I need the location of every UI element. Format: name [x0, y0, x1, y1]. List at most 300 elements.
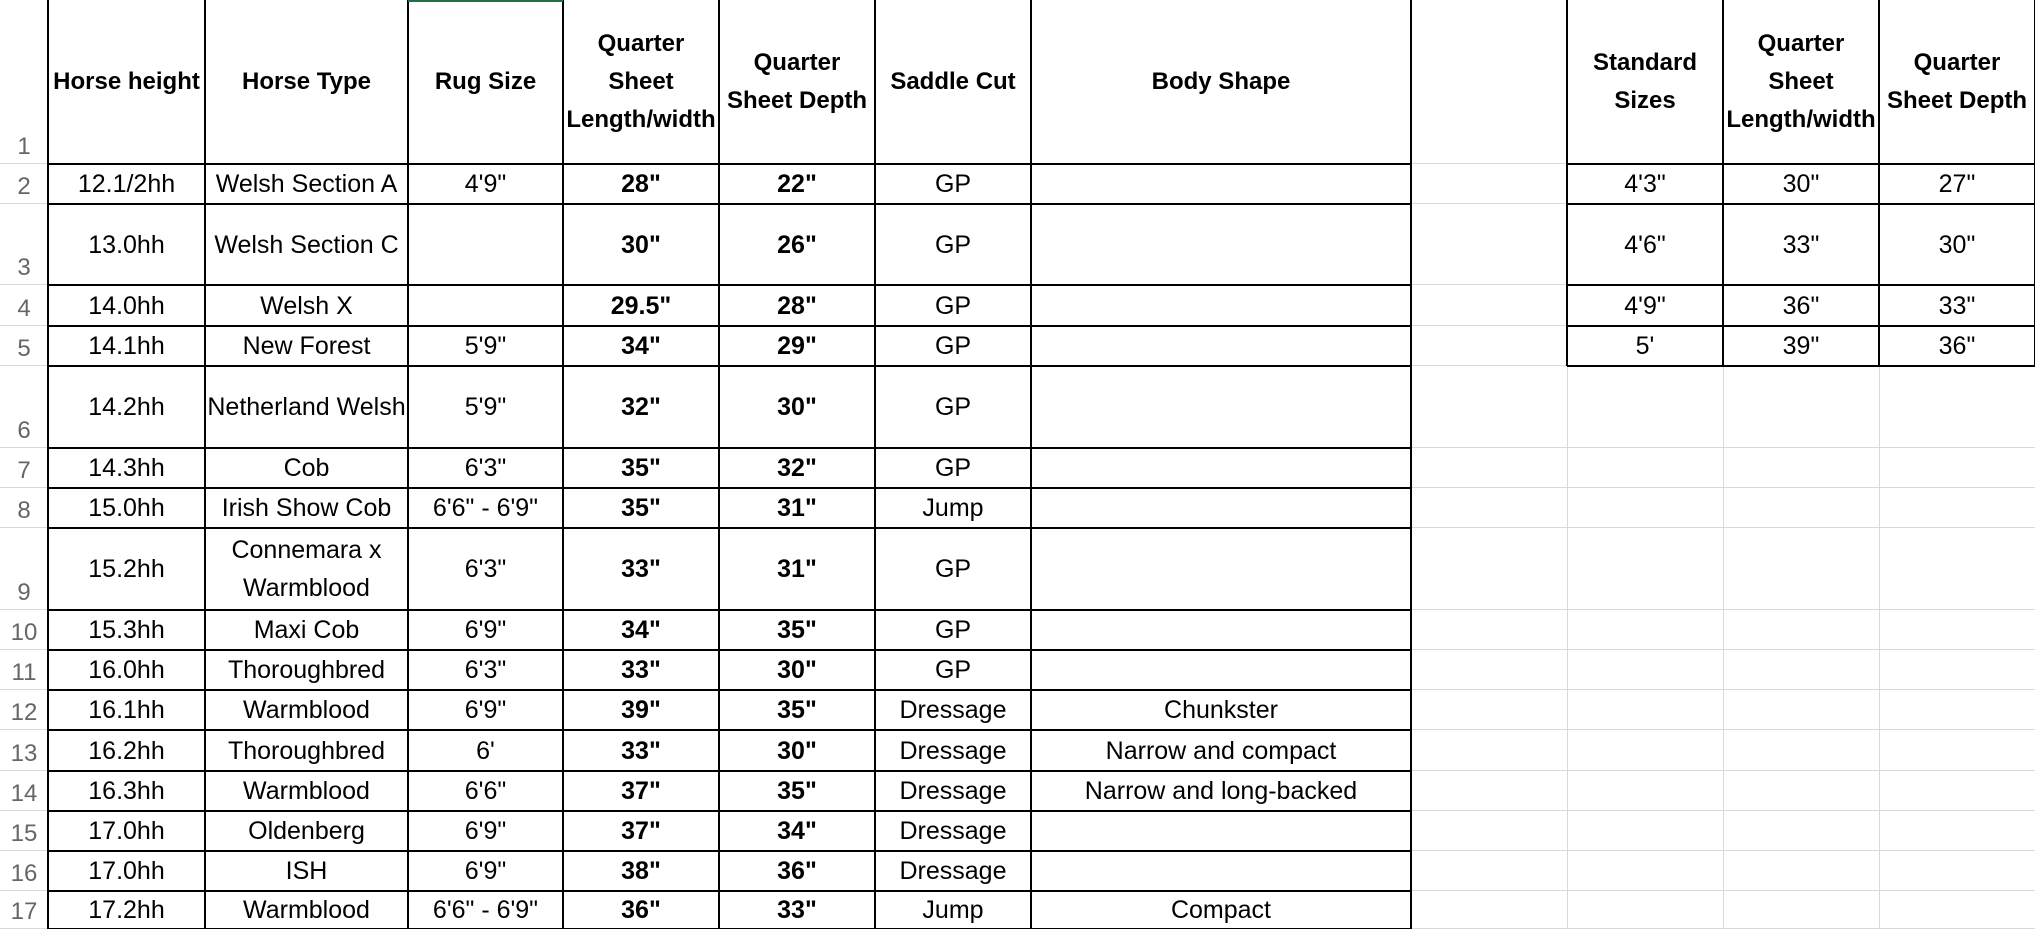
cell-quarter-sheet-length[interactable]: [563, 730, 719, 771]
cell-horse-type-text: Netherland Welsh: [207, 393, 406, 421]
cell-horse-height-text: 14.3hh: [88, 454, 165, 482]
cell-saddle-cut-text: GP: [934, 230, 972, 259]
cell-std-quarter-sheet-length[interactable]: [1723, 285, 1879, 326]
table-border-vertical: [1030, 0, 1032, 929]
cell-std-quarter-sheet-length[interactable]: [1723, 204, 1879, 285]
cell-rug-size-text: 5'9": [464, 393, 507, 421]
row-number[interactable]: 17: [10, 898, 38, 925]
cell-horse-type[interactable]: [205, 891, 408, 929]
header-rug-size-text: Rug Size: [434, 68, 537, 95]
cell-saddle-cut[interactable]: [875, 164, 1031, 204]
table-border-horizontal: [48, 850, 1411, 852]
cell-rug-size[interactable]: [408, 851, 563, 891]
cell-saddle-cut-text: Jump: [922, 896, 984, 924]
cell-saddle-cut[interactable]: [875, 448, 1031, 488]
cell-body-shape[interactable]: [1031, 811, 1411, 851]
cell-quarter-sheet-length[interactable]: [563, 811, 719, 851]
std-table-border-horizontal: [1567, 284, 2035, 286]
cell-horse-type-text: Welsh Section A: [215, 170, 398, 198]
cell-saddle-cut-text: GP: [934, 616, 972, 644]
cell-saddle-cut[interactable]: [875, 366, 1031, 448]
cell-rug-size[interactable]: [408, 488, 563, 528]
cell-quarter-sheet-depth[interactable]: [719, 164, 875, 204]
cell-std-quarter-sheet-depth-text: 27": [1938, 170, 1976, 198]
row-number[interactable]: 11: [11, 659, 37, 686]
cell-rug-size[interactable]: [408, 204, 563, 285]
cell-horse-height[interactable]: [48, 811, 205, 851]
cell-horse-height-text: 17.2hh: [88, 896, 165, 924]
header-rug-size[interactable]: [408, 0, 563, 164]
cell-body-shape[interactable]: [1031, 610, 1411, 650]
row-number[interactable]: 4: [17, 295, 31, 322]
row-number[interactable]: 7: [17, 457, 31, 484]
header-std-quarter-sheet-length[interactable]: [1723, 0, 1879, 164]
cell-horse-type-text: Warmblood: [243, 696, 370, 724]
cell-quarter-sheet-depth-text: 31": [777, 555, 817, 583]
table-border-vertical: [562, 0, 564, 929]
cell-rug-size-text: 6'9": [464, 857, 507, 885]
cell-quarter-sheet-depth-text: 34": [777, 817, 817, 845]
cell-body-shape[interactable]: [1031, 488, 1411, 528]
cell-quarter-sheet-length[interactable]: [563, 164, 719, 204]
cell-quarter-sheet-length[interactable]: [563, 690, 719, 730]
cell-rug-size-text: 6'3": [464, 555, 507, 583]
cell-quarter-sheet-depth[interactable]: [719, 851, 875, 891]
cell-standard-size-text: 4'3": [1624, 170, 1666, 198]
std-table-border-vertical: [1878, 0, 1880, 366]
header-body-shape-text: Body Shape: [1151, 68, 1291, 95]
cell-quarter-sheet-depth-text: 35": [777, 616, 817, 644]
cell-horse-type-text: Warmblood: [243, 896, 370, 924]
cell-horse-type-text: New Forest: [242, 332, 371, 360]
row-number[interactable]: 6: [17, 417, 31, 444]
cell-quarter-sheet-length[interactable]: [563, 326, 719, 366]
cell-quarter-sheet-depth[interactable]: [719, 204, 875, 285]
cell-body-shape[interactable]: [1031, 366, 1411, 448]
cell-quarter-sheet-length-text: 37": [621, 777, 661, 805]
cell-rug-size-text: 6'9": [464, 616, 507, 644]
cell-quarter-sheet-depth-text: 33": [777, 896, 817, 924]
cell-quarter-sheet-length-text: 34": [621, 332, 661, 360]
cell-horse-type[interactable]: [205, 690, 408, 730]
table-border-vertical: [407, 0, 409, 929]
cell-horse-height-text: 16.1hh: [88, 696, 165, 724]
table-border-vertical: [204, 0, 206, 929]
cell-body-shape[interactable]: [1031, 285, 1411, 326]
header-saddle-cut-text: Saddle Cut: [890, 68, 1016, 95]
table-border-vertical: [718, 0, 720, 929]
cell-horse-height[interactable]: [48, 771, 205, 811]
cell-quarter-sheet-length[interactable]: [563, 285, 719, 326]
header-std-quarter-sheet-depth-text: Quarter Sheet Depth: [1886, 49, 2027, 114]
row-number[interactable]: 8: [17, 497, 31, 524]
header-quarter-sheet-depth[interactable]: [719, 0, 875, 164]
cell-horse-height[interactable]: [48, 488, 205, 528]
cell-saddle-cut[interactable]: [875, 771, 1031, 811]
cell-saddle-cut[interactable]: [875, 528, 1031, 610]
cell-rug-size-text: 4'9": [464, 170, 507, 198]
cell-std-quarter-sheet-length-text: 39": [1782, 332, 1820, 360]
cell-rug-size[interactable]: [408, 891, 563, 929]
cell-rug-size-text: 6'9": [464, 817, 507, 845]
cell-quarter-sheet-depth-text: 31": [777, 494, 817, 522]
table-border-horizontal: [48, 527, 1411, 529]
cell-horse-height-text: 15.2hh: [88, 555, 165, 583]
cell-horse-height-text: 12.1/2hh: [77, 170, 176, 198]
cell-rug-size[interactable]: [408, 690, 563, 730]
table-border-vertical: [874, 0, 876, 929]
table-border-horizontal: [48, 487, 1411, 489]
cell-rug-size[interactable]: [408, 771, 563, 811]
cell-horse-type[interactable]: [205, 204, 408, 285]
table-border-horizontal: [48, 163, 1411, 165]
cell-quarter-sheet-length-text: 37": [621, 817, 661, 845]
cell-rug-size[interactable]: [408, 528, 563, 610]
cell-quarter-sheet-length-text: 32": [621, 393, 661, 421]
cell-horse-type[interactable]: [205, 488, 408, 528]
cell-saddle-cut-text: GP: [934, 170, 972, 198]
header-body-shape[interactable]: [1031, 0, 1411, 164]
cell-horse-type[interactable]: [205, 811, 408, 851]
cell-horse-height[interactable]: [48, 164, 205, 204]
cell-saddle-cut-text: GP: [934, 656, 972, 684]
cell-quarter-sheet-depth-text: 26": [777, 230, 817, 259]
table-border-vertical: [47, 0, 49, 929]
header-std-quarter-sheet-length-text: Quarter Sheet Length/width: [1726, 30, 1876, 133]
cell-quarter-sheet-length-text: 33": [621, 656, 661, 684]
cell-horse-height[interactable]: [48, 650, 205, 690]
cell-body-shape[interactable]: [1031, 771, 1411, 811]
table-border-horizontal: [48, 729, 1411, 731]
cell-quarter-sheet-depth[interactable]: [719, 528, 875, 610]
cell-horse-height-text: 16.3hh: [88, 777, 165, 805]
cell-quarter-sheet-depth[interactable]: [719, 326, 875, 366]
header-saddle-cut[interactable]: [875, 0, 1031, 164]
std-table-border-vertical: [1566, 0, 1568, 366]
table-border-horizontal: [48, 284, 1411, 286]
cell-quarter-sheet-depth[interactable]: [719, 690, 875, 730]
cell-quarter-sheet-depth[interactable]: [719, 448, 875, 488]
cell-quarter-sheet-length[interactable]: [563, 771, 719, 811]
cell-quarter-sheet-depth[interactable]: [719, 771, 875, 811]
cell-standard-size-text: 5': [1635, 332, 1655, 360]
table-border-vertical: [1410, 0, 1412, 929]
header-horse-type[interactable]: [205, 0, 408, 164]
cell-horse-type-text: Oldenberg: [248, 817, 365, 845]
cell-saddle-cut-text: GP: [934, 332, 972, 360]
table-border-horizontal: [48, 890, 1411, 892]
cell-horse-height-text: 14.2hh: [88, 393, 165, 421]
cell-rug-size[interactable]: [408, 730, 563, 771]
cell-horse-height-text: 14.0hh: [88, 291, 165, 320]
table-border-horizontal: [48, 203, 1411, 205]
cell-std-quarter-sheet-depth-text: 36": [1938, 332, 1976, 360]
cell-body-shape[interactable]: [1031, 690, 1411, 730]
cell-quarter-sheet-length-text: 33": [621, 555, 661, 583]
cell-rug-size[interactable]: [408, 610, 563, 650]
cell-rug-size-text: 6'6": [464, 777, 507, 805]
cell-rug-size[interactable]: [408, 164, 563, 204]
table-border-horizontal: [48, 325, 1411, 327]
cell-horse-type[interactable]: [205, 771, 408, 811]
cell-quarter-sheet-depth-text: 36": [777, 857, 817, 885]
cell-horse-height-text: 17.0hh: [88, 817, 165, 845]
cell-horse-type-text: Welsh Section C: [214, 230, 399, 259]
cell-saddle-cut-text: Jump: [922, 494, 984, 522]
cell-body-shape[interactable]: [1031, 164, 1411, 204]
cell-std-quarter-sheet-depth[interactable]: [1879, 285, 2035, 326]
cell-quarter-sheet-depth-text: 29": [777, 332, 817, 360]
cell-body-shape[interactable]: [1031, 204, 1411, 285]
row-number[interactable]: 5: [17, 335, 31, 362]
cell-saddle-cut[interactable]: [875, 730, 1031, 771]
cell-quarter-sheet-depth-text: 30": [777, 393, 817, 421]
cell-horse-height-text: 14.1hh: [88, 332, 165, 360]
cell-quarter-sheet-length-text: 39": [621, 696, 661, 724]
cell-quarter-sheet-length-text: 33": [621, 736, 661, 765]
cell-quarter-sheet-length[interactable]: [563, 851, 719, 891]
row-number[interactable]: 14: [10, 780, 38, 807]
header-standard-size[interactable]: [1567, 0, 1723, 164]
cell-standard-size[interactable]: [1567, 285, 1723, 326]
cell-horse-type[interactable]: [205, 366, 408, 448]
cell-rug-size-text: 6'3": [464, 656, 507, 684]
cell-rug-size[interactable]: [408, 326, 563, 366]
cell-quarter-sheet-length[interactable]: [563, 610, 719, 650]
std-table-border-horizontal: [1567, 203, 2035, 205]
cell-horse-type-text: ISH: [285, 857, 328, 885]
cell-horse-height[interactable]: [48, 448, 205, 488]
cell-quarter-sheet-depth-text: 22": [777, 170, 817, 198]
cell-horse-type[interactable]: [205, 326, 408, 366]
cell-saddle-cut[interactable]: [875, 891, 1031, 929]
cell-horse-type-text: Thoroughbred: [227, 736, 386, 765]
table-border-horizontal: [48, 447, 1411, 449]
cell-rug-size[interactable]: [408, 448, 563, 488]
cell-quarter-sheet-length-text: 35": [621, 454, 661, 482]
cell-standard-size[interactable]: [1567, 164, 1723, 204]
cell-quarter-sheet-length[interactable]: [563, 488, 719, 528]
cell-saddle-cut[interactable]: [875, 811, 1031, 851]
cell-quarter-sheet-depth[interactable]: [719, 285, 875, 326]
cell-horse-type-text: Cob: [283, 454, 330, 482]
cell-body-shape-text: Narrow and compact: [1105, 736, 1337, 765]
cell-horse-type[interactable]: [205, 610, 408, 650]
cell-quarter-sheet-length[interactable]: [563, 528, 719, 610]
cell-saddle-cut-text: Dressage: [899, 777, 1007, 805]
cell-body-shape[interactable]: [1031, 448, 1411, 488]
row-number[interactable]: 16: [10, 860, 38, 887]
cell-quarter-sheet-length[interactable]: [563, 650, 719, 690]
cell-horse-type-text: Thoroughbred: [227, 656, 386, 684]
cell-body-shape[interactable]: [1031, 891, 1411, 929]
header-quarter-sheet-length-text: Quarter Sheet Length/width: [566, 30, 716, 133]
cell-saddle-cut-text: Dressage: [899, 736, 1007, 765]
cell-saddle-cut[interactable]: [875, 204, 1031, 285]
cell-body-shape-text: Compact: [1170, 896, 1272, 924]
selection-indicator: [408, 0, 563, 2]
cell-saddle-cut[interactable]: [875, 690, 1031, 730]
table-border-horizontal: [48, 649, 1411, 651]
cell-quarter-sheet-depth[interactable]: [719, 730, 875, 771]
row-number[interactable]: 9: [17, 579, 31, 606]
std-table-border-vertical: [1722, 0, 1724, 366]
cell-standard-size[interactable]: [1567, 326, 1723, 366]
cell-quarter-sheet-depth[interactable]: [719, 650, 875, 690]
cell-horse-height-text: 15.3hh: [88, 616, 165, 644]
cell-std-quarter-sheet-length-text: 30": [1782, 170, 1820, 198]
cell-quarter-sheet-depth[interactable]: [719, 610, 875, 650]
cell-body-shape-text: Chunkster: [1164, 696, 1278, 724]
cell-horse-height[interactable]: [48, 204, 205, 285]
row-number[interactable]: 1: [17, 133, 31, 160]
cell-std-quarter-sheet-depth[interactable]: [1879, 326, 2035, 366]
row-number[interactable]: 10: [10, 619, 38, 646]
cell-horse-height-text: 16.0hh: [88, 656, 165, 684]
cell-rug-size-text: 5'9": [464, 332, 507, 360]
cell-horse-height[interactable]: [48, 528, 205, 610]
header-horse-height[interactable]: [48, 0, 205, 164]
cell-horse-height[interactable]: [48, 326, 205, 366]
cell-rug-size[interactable]: [408, 650, 563, 690]
cell-saddle-cut-text: GP: [934, 454, 972, 482]
cell-saddle-cut-text: GP: [934, 393, 972, 421]
cell-quarter-sheet-length-text: 34": [621, 616, 661, 644]
cell-horse-type[interactable]: [205, 285, 408, 326]
cell-horse-type[interactable]: [205, 528, 408, 610]
cell-horse-type-text: Irish Show Cob: [221, 494, 392, 522]
cell-quarter-sheet-length-text: 35": [621, 494, 661, 522]
cell-quarter-sheet-depth[interactable]: [719, 811, 875, 851]
cell-horse-type[interactable]: [205, 851, 408, 891]
cell-quarter-sheet-depth[interactable]: [719, 488, 875, 528]
cell-horse-height-text: 13.0hh: [88, 230, 165, 259]
cell-horse-type-text: Connemara x Warmblood: [231, 536, 382, 602]
cell-rug-size-text: 6'6" - 6'9": [432, 896, 539, 924]
cell-quarter-sheet-length[interactable]: [563, 448, 719, 488]
cell-horse-height-text: 17.0hh: [88, 857, 165, 885]
cell-body-shape[interactable]: [1031, 650, 1411, 690]
table-border-horizontal: [48, 365, 1411, 367]
cell-std-quarter-sheet-length-text: 33": [1782, 230, 1820, 259]
cell-horse-type-text: Maxi Cob: [253, 616, 360, 644]
std-table-border-horizontal: [1567, 163, 2035, 165]
header-horse-height-text: Horse height: [53, 68, 200, 95]
cell-standard-size[interactable]: [1567, 204, 1723, 285]
cell-quarter-sheet-length[interactable]: [563, 891, 719, 929]
header-std-quarter-sheet-depth[interactable]: [1879, 0, 2035, 164]
cell-horse-height[interactable]: [48, 690, 205, 730]
cell-rug-size[interactable]: [408, 285, 563, 326]
cell-quarter-sheet-length[interactable]: [563, 366, 719, 448]
cell-saddle-cut-text: Dressage: [899, 857, 1007, 885]
cell-horse-height[interactable]: [48, 610, 205, 650]
cell-rug-size-text: 6': [476, 736, 495, 765]
cell-horse-type-text: Welsh X: [260, 291, 353, 320]
cell-std-quarter-sheet-depth[interactable]: [1879, 204, 2035, 285]
std-table-border-horizontal: [1567, 325, 2035, 327]
cell-saddle-cut-text: Dressage: [899, 817, 1007, 845]
cell-quarter-sheet-length-text: 28": [621, 170, 661, 198]
cell-std-quarter-sheet-length-text: 36": [1782, 291, 1820, 320]
cell-rug-size-text: 6'9": [464, 696, 507, 724]
cell-quarter-sheet-depth[interactable]: [719, 366, 875, 448]
cell-horse-height[interactable]: [48, 851, 205, 891]
cell-quarter-sheet-depth[interactable]: [719, 891, 875, 929]
cell-horse-height[interactable]: [48, 891, 205, 929]
row-number[interactable]: 12: [10, 699, 38, 726]
table-border-horizontal: [48, 609, 1411, 611]
cell-saddle-cut[interactable]: [875, 650, 1031, 690]
cell-std-quarter-sheet-depth-text: 30": [1938, 230, 1976, 259]
cell-rug-size-text: 6'3": [464, 454, 507, 482]
cell-std-quarter-sheet-length[interactable]: [1723, 326, 1879, 366]
header-quarter-sheet-length[interactable]: [563, 0, 719, 164]
cell-quarter-sheet-length-text: 29.5": [610, 291, 672, 320]
cell-std-quarter-sheet-depth-text: 33": [1938, 291, 1976, 320]
cell-standard-size-text: 4'6": [1624, 230, 1666, 259]
cell-quarter-sheet-depth-text: 30": [777, 656, 817, 684]
header-standard-size-text: Standard Sizes: [1592, 49, 1697, 114]
cell-quarter-sheet-depth-text: 35": [777, 696, 817, 724]
cell-body-shape[interactable]: [1031, 730, 1411, 771]
cell-saddle-cut[interactable]: [875, 326, 1031, 366]
cell-horse-height[interactable]: [48, 285, 205, 326]
cell-body-shape[interactable]: [1031, 528, 1411, 610]
cell-saddle-cut[interactable]: [875, 285, 1031, 326]
cell-saddle-cut-text: GP: [934, 291, 972, 320]
cell-saddle-cut[interactable]: [875, 488, 1031, 528]
cell-body-shape-text: Narrow and long-backed: [1084, 777, 1358, 805]
cell-quarter-sheet-depth-text: 30": [777, 736, 817, 765]
std-table-border-horizontal: [1567, 365, 2035, 367]
cell-rug-size[interactable]: [408, 366, 563, 448]
cell-saddle-cut-text: Dressage: [899, 696, 1007, 724]
cell-horse-height[interactable]: [48, 730, 205, 771]
cell-quarter-sheet-length[interactable]: [563, 204, 719, 285]
cell-rug-size-text: 6'6" - 6'9": [432, 494, 539, 522]
cell-quarter-sheet-depth-text: 32": [777, 454, 817, 482]
cell-horse-height-text: 15.0hh: [88, 494, 165, 522]
row-number[interactable]: 15: [10, 820, 38, 847]
cell-horse-type-text: Warmblood: [243, 777, 370, 805]
cell-saddle-cut[interactable]: [875, 851, 1031, 891]
row-number[interactable]: 2: [17, 173, 31, 200]
cell-body-shape[interactable]: [1031, 326, 1411, 366]
cell-horse-type[interactable]: [205, 448, 408, 488]
cell-std-quarter-sheet-length[interactable]: [1723, 164, 1879, 204]
cell-horse-type[interactable]: [205, 730, 408, 771]
cell-quarter-sheet-depth-text: 35": [777, 777, 817, 805]
cell-body-shape[interactable]: [1031, 851, 1411, 891]
cell-horse-height-text: 16.2hh: [88, 736, 165, 765]
cell-std-quarter-sheet-depth[interactable]: [1879, 164, 2035, 204]
cell-saddle-cut[interactable]: [875, 610, 1031, 650]
cell-saddle-cut-text: GP: [934, 555, 972, 583]
cell-quarter-sheet-length-text: 30": [621, 230, 661, 259]
cell-horse-type[interactable]: [205, 164, 408, 204]
cell-quarter-sheet-length-text: 38": [621, 857, 661, 885]
cell-horse-height[interactable]: [48, 366, 205, 448]
cell-rug-size[interactable]: [408, 811, 563, 851]
cell-standard-size-text: 4'9": [1624, 291, 1666, 320]
header-quarter-sheet-depth-text: Quarter Sheet Depth: [726, 49, 867, 114]
table-border-horizontal: [48, 689, 1411, 691]
cell-horse-type[interactable]: [205, 650, 408, 690]
header-horse-type-text: Horse Type: [242, 68, 371, 95]
row-number[interactable]: 13: [10, 740, 38, 767]
row-number[interactable]: 3: [17, 254, 31, 281]
